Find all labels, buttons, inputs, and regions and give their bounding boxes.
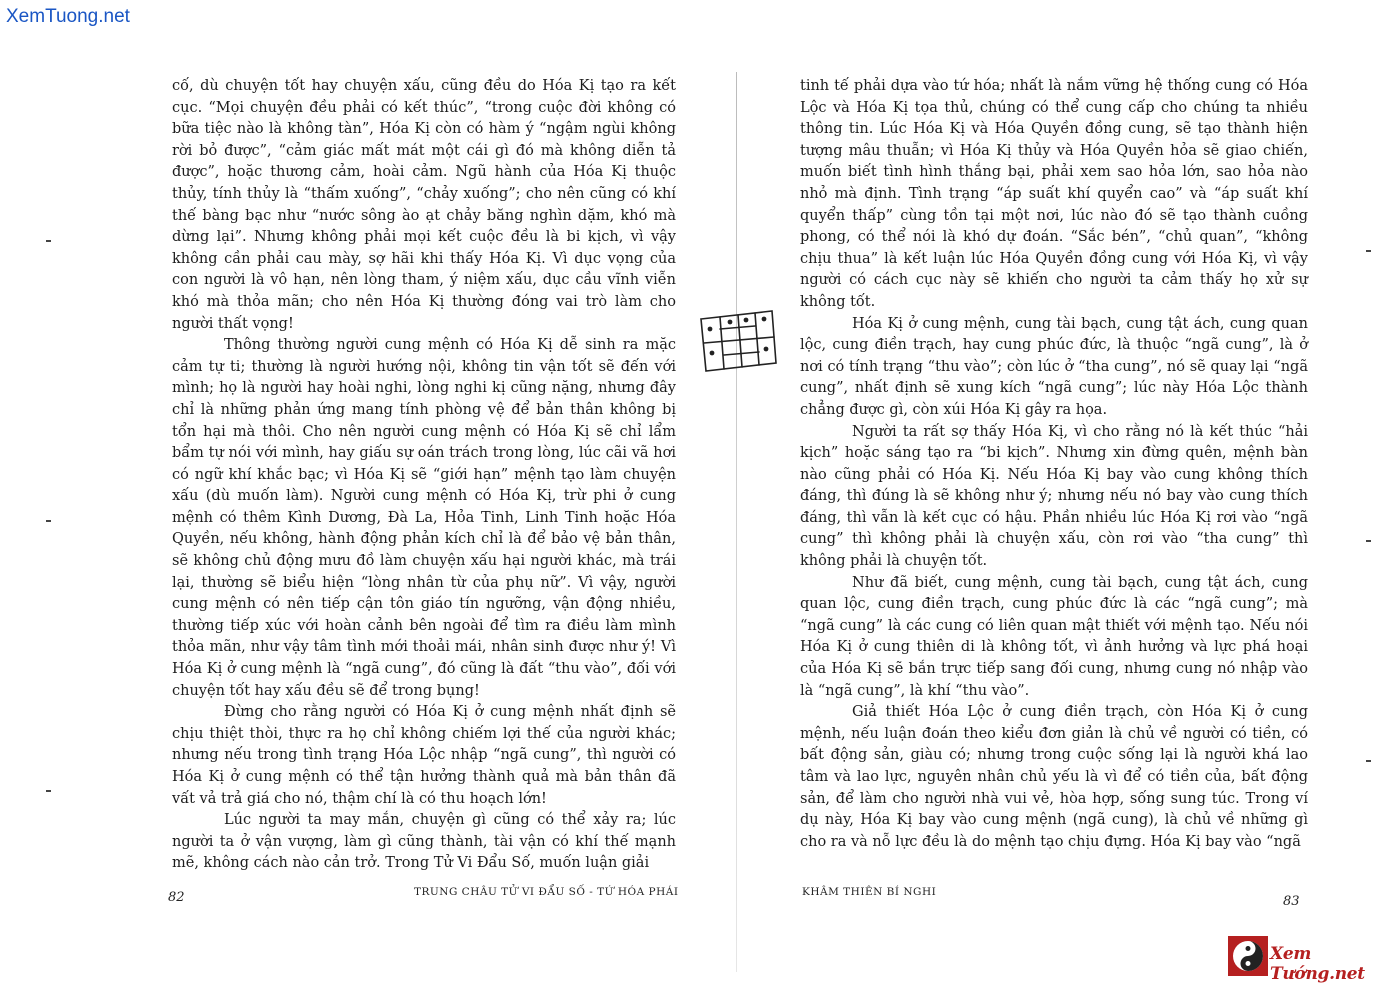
watermark-text: Xem Tướng.net: [1270, 944, 1365, 984]
yin-yang-icon: [1228, 936, 1268, 976]
paragraph: Hóa Kị ở cung mệnh, cung tài bạch, cung tật ách, cung quan lộc, cung điền trạch, hay cung phúc đức, là thuộc “ngã cung”, là ở nơi có tính trạng “thu vào”; còn lúc ở “tha cung”, nó sẽ quay lại “ngã cung”, nhất định sẽ xung kích “ngã cung”; lúc này Hóa Lộc thành chẳng được gì, còn xúi Hóa Kị gây ra họa.: [800, 315, 1308, 418]
right-page: [800, 76, 1308, 853]
margin-mark: [1366, 540, 1371, 542]
margin-mark: [46, 240, 51, 242]
margin-mark: [46, 520, 51, 522]
margin-mark: [1366, 760, 1371, 762]
paragraph: Giả thiết Hóa Lộc ở cung điền trạch, còn Hóa Kị ở cung mệnh, nếu luận đoán theo kiểu đơn giản là chủ về người có tiền, có bất động sản, giàu có; nhưng trong cuộc sống lại là người khá lao tâm và lao lực, nguyên nhân chủ yếu là vì để có tiền của, bất động sản, để làm cho người nhà vui vẻ, hòa hợp, sống sung túc. Trong ví dụ này, Hóa Kị bay vào cung mệnh (ngã cung), là chủ về những gì cho ra và nỗ lực đều là do mệnh tạo chịu đựng. Hóa Kị bay vào “ngã: [800, 704, 1308, 850]
right-page-number: 83: [1283, 894, 1300, 909]
left-page-footer: TRUNG CHÂU TỬ VI ĐẨU SỐ - TỨ HÓA PHÁI: [414, 886, 679, 898]
right-page-footer: KHÂM THIÊN BÍ NGHI: [802, 886, 937, 898]
paragraph: cố, dù chuyện tốt hay chuyện xấu, cũng đều do Hóa Kị tạo ra kết cục. “Mọi chuyện đều phải có kết thúc”, “trong cuộc đời không có bữa tiệc nào là không tàn”, Hóa Kị còn có hàm ý “ngậm ngùi không rời bỏ được”, “cảm giác mất mát một cái gì đó mà không diễn tả được”, hoặc thương cảm, hoài cảm. Ngũ hành của Hóa Kị thuộc thủy, tính thủy là “thấm xuống”, “chảy xuống”; cho nên cũng có khí thế bàng bạc như “nước sông ào ạt chảy băng nghìn dặm, khó mà dừng lại”. Nhưng không phải mọi kết cuộc đều là bi kịch, vì vậy không cần phải cau mày, sợ hãi khi thấy Hóa Kị. Vì dục vọng của con người là vô hạn, nên lòng tham, ý niệm xấu, dục cầu vĩnh viễn khó mà thỏa mãn; cho nên Hóa Kị thường đóng vai trò làm cho người thất vọng!: [172, 78, 676, 332]
margin-mark: [46, 790, 51, 792]
paragraph: tinh tế phải dựa vào tứ hóa; nhất là nắm vững hệ thống cung có Hóa Lộc và Hóa Kị tọa thủ, chúng có thể cung cấp cho chúng ta nhiều thông tin. Lúc Hóa Kị và Hóa Quyền đồng cung, sẽ tạo thành hiện tượng mâu thuẫn; vì Hóa Kị thủy và Hóa Quyền hỏa sẽ giao chiến, muốn biết tình hình thắng bại, phải xem sao hỏa lớn, sao hỏa nào nhỏ mà định. Tình trạng “áp suất khí quyển cao” và “áp suất khí quyển thấp” cùng tồn tại một nơi, lúc nào đó sẽ tạo thành cuồng phong, có thể nói là khó dự đoán. “Sắc bén”, “chủ quan”, “không chịu thua” là kết luận lúc Hóa Quyền đồng cung với Hóa Kị, vì vậy người có cách cục này sẽ khiến cho người ta cảm thấy họ xử sự không tốt.: [800, 78, 1308, 310]
paragraph: Người ta rất sợ thấy Hóa Kị, vì cho rằng nó là kết thúc “hải kịch” hoặc sáng tạo ra “bi kịch”. Nhưng xin đừng quên, mệnh bàn nào cũng phải có Hóa Kị. Nếu Hóa Kị bay vào cung không thích đáng, thì đúng là sẽ không như ý; nhưng nếu nó bay vào cung thích đáng, thì vẫn là kết cục có hậu. Phần nhiều lúc Hóa Kị rơi vào “ngã cung” thì không phải là chuyện xấu, còn rơi vào “tha cung” thì không phải là chuyện tốt.: [800, 423, 1308, 570]
site-logo-link[interactable]: XemTuong.net: [6, 6, 130, 27]
hand-drawn-grid-sketch: [698, 305, 780, 375]
paragraph: Thông thường người cung mệnh có Hóa Kị dễ sinh ra mặc cảm tự ti; thường là người hướng nội, không tin vận tốt sẽ đến với mình; họ là người hay hoài nghi, lòng nghi kị cũng nặng, nhưng đây chỉ là những phản ứng mang tính phòng vệ để bản thân không bị tổn hại mà thôi. Cho nên người cung mệnh có Hóa Kị sẽ chỉ lẩm bẩm tự nói với mình, hay giấu sự oán trách trong lòng, lúc cãi vã hơi có ngữ khí khắc bạc; vì Hóa Kị sẽ “giới hạn” mệnh tạo làm chuyện xấu (dù muốn làm). Người cung mệnh có Hóa Kị, trừ phi ở cung mệnh có thêm Kình Dương, Đà La, Hỏa Tinh, Linh Tinh hoặc Hóa Quyền, nếu không, hành động phản kích chỉ là để bảo vệ bản thân, sẽ không chủ động mưu đồ làm chuyện xấu hại người khác, mà trái lại, thường sẽ biểu hiện “lòng nhân từ của phụ nữ”. Vì vậy, người cung mệnh có nên tiếp cận tôn giáo tín ngưỡng, vận động nhiều, thường tiếp xúc với hoàn cảnh bên ngoài để tìm ra điều làm mình thỏa mãn, như vậy tâm tình mới thoải mái, nhân sinh được như ý! Vì Hóa Kị ở cung mệnh là “ngã cung”, đó cũng là đất “thu vào”, đối với chuyện tốt hay xấu đều sẽ để trong bụng!: [172, 337, 676, 699]
left-page: [172, 76, 676, 875]
paragraph: Đừng cho rằng người có Hóa Kị ở cung mệnh nhất định sẽ chịu thiệt thòi, thực ra họ chỉ không chiếm lợi thế của người khác; nhưng nếu trong tình trạng Hóa Lộc nhập “ngã cung”, thì người có Hóa Kị ở cung mệnh có thể tận hưởng thành quả mà bản thân đã vất vả trả giá cho nó, thậm chí là có thu hoạch lớn!: [172, 704, 676, 807]
page-spine: [736, 72, 737, 972]
paragraph: Lúc người ta may mắn, chuyện gì cũng có thể xảy ra; lúc người ta ở vận vượng, làm gì cũng thành, tài vận có khí thế mạnh mẽ, không cách nào cản trở. Trong Tử Vi Đẩu Số, muốn luận giải: [172, 812, 676, 872]
paragraph: Như đã biết, cung mệnh, cung tài bạch, cung tật ách, cung quan lộc, cung điền trạch, cung phúc đức là các “ngã cung”; mà “ngã cung” là các cung có liên quan mật thiết với mệnh tạo. Nếu nói Hóa Kị ở cung thiên di là không tốt, vì ảnh hưởng và lực phá hoại của Hóa Kị sẽ bắn trực tiếp sang đối cung, nhưng cung nó nhập vào là “ngã cung”, là khí “thu vào”.: [800, 574, 1308, 699]
right-page-text: [800, 76, 1308, 853]
left-page-number: 82: [168, 890, 185, 905]
margin-mark: [1366, 250, 1371, 252]
left-page-text: [172, 76, 676, 875]
